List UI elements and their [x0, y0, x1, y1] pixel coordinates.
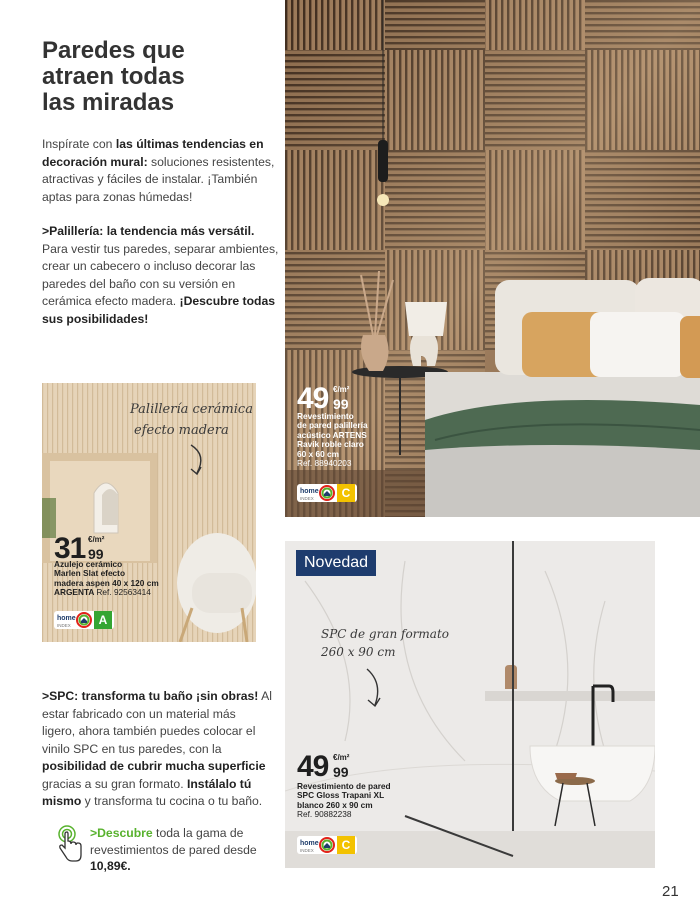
hand-pointer-icon — [56, 825, 84, 863]
spc-text-3: y transforma tu cocina o tu baño. — [81, 794, 263, 808]
tile-desc-1: Azulejo cerámico — [54, 559, 123, 569]
bath-handwritten-note — [321, 625, 501, 661]
bath-price-unit: €/m² — [333, 753, 350, 762]
tile-price-unit: €/m² — [88, 535, 105, 544]
bed-ref: Ref. 88940203 — [297, 458, 352, 469]
bed-desc-2: de pared palillería — [297, 420, 368, 431]
intro-text-1: Inspírate con — [42, 137, 116, 151]
bed-home-index-label — [297, 484, 357, 502]
palilleria-heading: >Palillería: la tendencia más versátil. — [42, 224, 255, 238]
bath-price — [297, 750, 350, 783]
title-line-2: atraen todas — [42, 63, 185, 90]
tile-note-line-1: Palillería cerámica — [130, 402, 253, 417]
page-title — [42, 38, 272, 116]
home-index-icon — [319, 837, 335, 853]
spc-bold-3: Instálalo tú mismo — [42, 776, 252, 808]
spc-text-1: Al estar fabricado con un material más ligero, ahora también puedes colocar el vinilo SPC en tus paredes, con la — [42, 689, 272, 756]
palilleria-cta: ¡Descubre todas sus posibilidades! — [42, 294, 276, 326]
tile-desc-4: ARGENTA — [54, 587, 95, 598]
intro-paragraph — [42, 136, 282, 206]
bed-price-dec: 99 — [333, 396, 349, 412]
bathroom-product-photo — [285, 541, 655, 868]
bed-desc-1: Revestimiento — [297, 411, 354, 421]
page-number: 21 — [662, 883, 679, 900]
tile-price-dec: 99 — [88, 546, 104, 562]
bath-grade-badge: C — [337, 836, 355, 854]
spc-heading: >SPC: transforma tu baño ¡sin obras! — [42, 689, 259, 703]
tile-home-index-label — [54, 611, 114, 629]
bath-ref: Ref. 90882238 — [297, 809, 352, 820]
bath-home-index-label — [297, 836, 357, 854]
bath-note-line-1: SPC de gran formato — [321, 627, 449, 641]
tile-desc-2: Marlen Slat efecto — [54, 568, 126, 579]
bath-note-line-2: 260 x 90 cm — [321, 645, 396, 659]
bed-price-int: 49 — [297, 382, 329, 415]
bedroom-product-photo — [285, 0, 700, 517]
spc-paragraph — [42, 688, 272, 811]
discover-link[interactable]: >Descubre — [90, 826, 153, 840]
title-line-3: las miradas — [42, 89, 175, 116]
home-index-icon — [76, 612, 92, 628]
bed-price — [297, 382, 350, 415]
intro-bold-1: las últimas tendencias en decoración mural: — [42, 137, 264, 169]
tile-handwritten-note — [130, 399, 255, 441]
discover-price: 10,89€. — [90, 859, 131, 873]
bed-description — [297, 412, 407, 468]
bed-price-unit: €/m² — [333, 385, 350, 394]
bath-desc-1: Revestimiento de pared — [297, 781, 391, 791]
tile-desc-3: madera aspen 40 x 120 cm — [54, 577, 159, 588]
bed-desc-5: 60 x 60 cm — [297, 448, 339, 459]
bed-desc-4: Ravik roble claro — [297, 439, 364, 450]
palilleria-paragraph — [42, 223, 282, 328]
intro-text-2: soluciones resistentes, atractivas y fáciles de instalar. ¡También aptas para zonas húmedas! — [42, 154, 275, 204]
tile-description — [54, 560, 204, 598]
discover-text — [90, 825, 290, 875]
tile-price-int: 31 — [54, 532, 86, 565]
bath-index-text: home INDEX — [300, 840, 319, 853]
tile-index-text: home INDEX — [57, 615, 76, 628]
novedad-badge: Novedad — [296, 550, 376, 576]
bath-desc-3: blanco 260 x 90 cm — [297, 799, 373, 810]
spc-text-2: gracias a su gran formato. — [42, 776, 187, 791]
home-index-icon — [319, 485, 335, 501]
bath-desc-2: SPC Gloss Trapani XL — [297, 790, 385, 801]
arrow-down-icon — [185, 443, 211, 477]
bed-desc-3: acústico ARTENS — [297, 429, 367, 440]
spc-bold-2: posibilidad de cubrir mucha superficie — [42, 759, 266, 773]
tile-product-photo — [42, 383, 256, 642]
tile-note-line-2: efecto madera — [134, 423, 229, 438]
bath-price-dec: 99 — [333, 764, 349, 780]
arrow-down-icon — [363, 667, 389, 711]
palilleria-text: Para vestir tus paredes, separar ambientes, crear un cabecero o incluso decorar las paredes del baño con su versión en cerámica efecto madera. — [42, 241, 279, 308]
title-line-1: Paredes que — [42, 37, 185, 64]
bed-grade-badge: C — [337, 484, 355, 502]
discover-text-1: toda la gama de revestimientos de pared desde — [90, 826, 257, 857]
tile-ref: Ref. 92563414 — [96, 587, 151, 598]
tile-grade-badge: A — [94, 611, 112, 629]
bath-price-int: 49 — [297, 750, 329, 783]
discover-block — [56, 825, 296, 875]
bath-description — [297, 782, 437, 820]
bed-index-text: home INDEX — [300, 488, 319, 501]
